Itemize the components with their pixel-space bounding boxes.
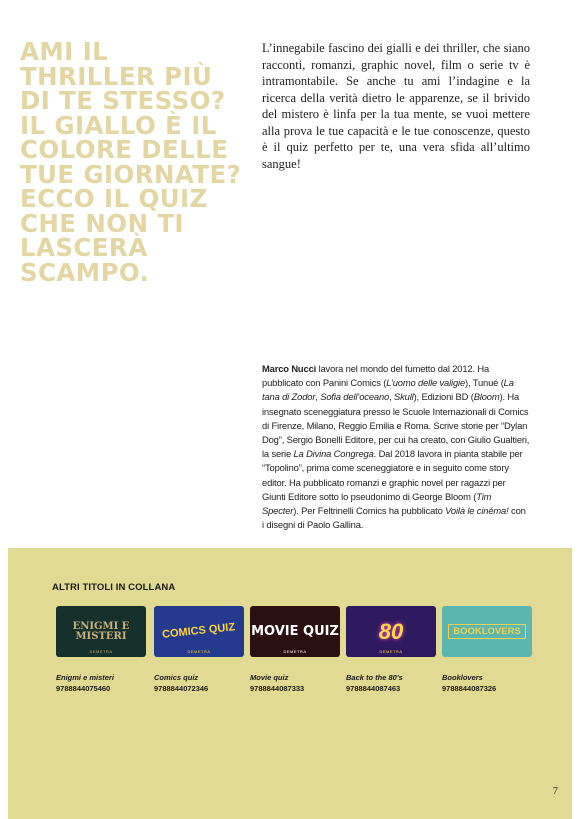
bio-text: con i disegni di Paolo Gallina. xyxy=(262,505,526,531)
bio-work-title: La Divina Congrega xyxy=(293,448,374,460)
headline: AMI IL THRILLER PIÙ DI TE STESSO? IL GIALLO È IL COLORE DELLE TUE GIORNATE? ECCO IL QUIZ CHE NON TI LASCERÀ SCAMPO. xyxy=(20,37,242,287)
intro-paragraph: L’innegabile fascino dei gialli e dei thriller, che siano racconti, romanzi, graphic novel, film o serie tv è intramontabile. Se anche tu ami l’indagine e la ricerca della verità dietro le apparenze, se il brivido del mistero è linfa per la tua mente, se vuoi mettere alla prova le tue capacità e le tue conoscenze, questo è il quiz perfetto per te, una vera sfida all’ultimo sangue! xyxy=(262,41,530,171)
bio-work-title: Bloom xyxy=(473,391,500,403)
series-band xyxy=(8,548,572,819)
bio-text: , xyxy=(389,391,394,403)
book-item[interactable] xyxy=(442,606,534,693)
author-bio xyxy=(262,362,530,532)
bio-work-title: Tim Specter xyxy=(262,490,492,517)
bio-work-title: Skull xyxy=(394,391,414,403)
cover-publisher: DEMETRA xyxy=(379,649,403,654)
book-cover[interactable] xyxy=(56,606,146,657)
cover-title: ENIGMI E MISTERI xyxy=(72,620,130,642)
book-title: Movie quiz xyxy=(250,673,289,682)
bio-work-title: La tana di Zodor xyxy=(262,377,514,403)
bio-text: ). Ha insegnato sceneggiatura presso le Scuole Internazionali di Comics di Firenze, Milano, Reggio Emilia e Roma. Scrive storie per “Dylan Dog”, Sergio Bonelli Editore, per cui ha creato, con Giulio Gualtieri, la serie xyxy=(262,391,530,460)
book-cover[interactable] xyxy=(250,606,340,657)
book-cover[interactable] xyxy=(346,606,436,657)
book-title: Enigmi e misteri xyxy=(56,673,114,682)
book-cover[interactable] xyxy=(154,606,244,657)
author-name: Marco Nucci xyxy=(262,363,317,374)
book-isbn: 9788844075460 xyxy=(56,684,111,693)
cover-title: COMICS QUIZ xyxy=(161,621,237,641)
bio-text: lavora nel mondo del fumetto dal 2012. Ha pubblicato con Panini Comics ( xyxy=(262,363,490,389)
book-item[interactable] xyxy=(346,606,438,693)
book-cover[interactable] xyxy=(442,606,532,657)
cover-publisher: DEMETRA xyxy=(89,649,113,654)
book-item[interactable] xyxy=(56,606,148,693)
bio-work-title: Voilà le cinéma! xyxy=(445,505,509,517)
bio-text: ), Edizioni BD ( xyxy=(413,391,474,403)
book-item[interactable] xyxy=(154,606,246,693)
book-isbn: 9788844087463 xyxy=(346,684,401,693)
bio-work-title: L’uomo delle valigie xyxy=(386,377,466,389)
page-number: 7 xyxy=(552,786,558,797)
cover-title: BOOKLOVERS xyxy=(448,624,526,640)
cover-publisher: DEMETRA xyxy=(187,649,211,654)
cover-publisher: DEMETRA xyxy=(283,649,307,654)
bio-work-title: Sofia dell’oceano xyxy=(320,391,390,403)
book-title: Booklovers xyxy=(442,673,483,682)
book-list xyxy=(56,606,556,716)
book-isbn: 9788844072346 xyxy=(154,684,209,693)
bio-text: ). Per Feltrinelli Comics ha pubblicato xyxy=(293,505,446,517)
cover-title: 80 xyxy=(378,618,404,644)
bio-text: ), Tunué ( xyxy=(465,377,504,389)
series-title: ALTRI TITOLI IN COLLANA xyxy=(52,582,176,593)
bio-text: , xyxy=(315,391,321,403)
book-item[interactable] xyxy=(250,606,342,693)
book-isbn: 9788844087326 xyxy=(442,684,497,693)
book-title: Comics quiz xyxy=(154,673,199,682)
bio-text: . Dal 2018 lavora in pianta stabile per “Topolino”, prima come sceneggiatore e in seguito come story editor. Ha pubblicato romanzi e graphic novel per ragazzi per Giunti Editore sotto lo pseudonimo di George Bloom ( xyxy=(262,448,523,502)
cover-title: MOVIE QUIZ xyxy=(251,624,339,639)
book-title: Back to the 80's xyxy=(346,673,403,682)
book-isbn: 9788844087333 xyxy=(250,684,305,693)
